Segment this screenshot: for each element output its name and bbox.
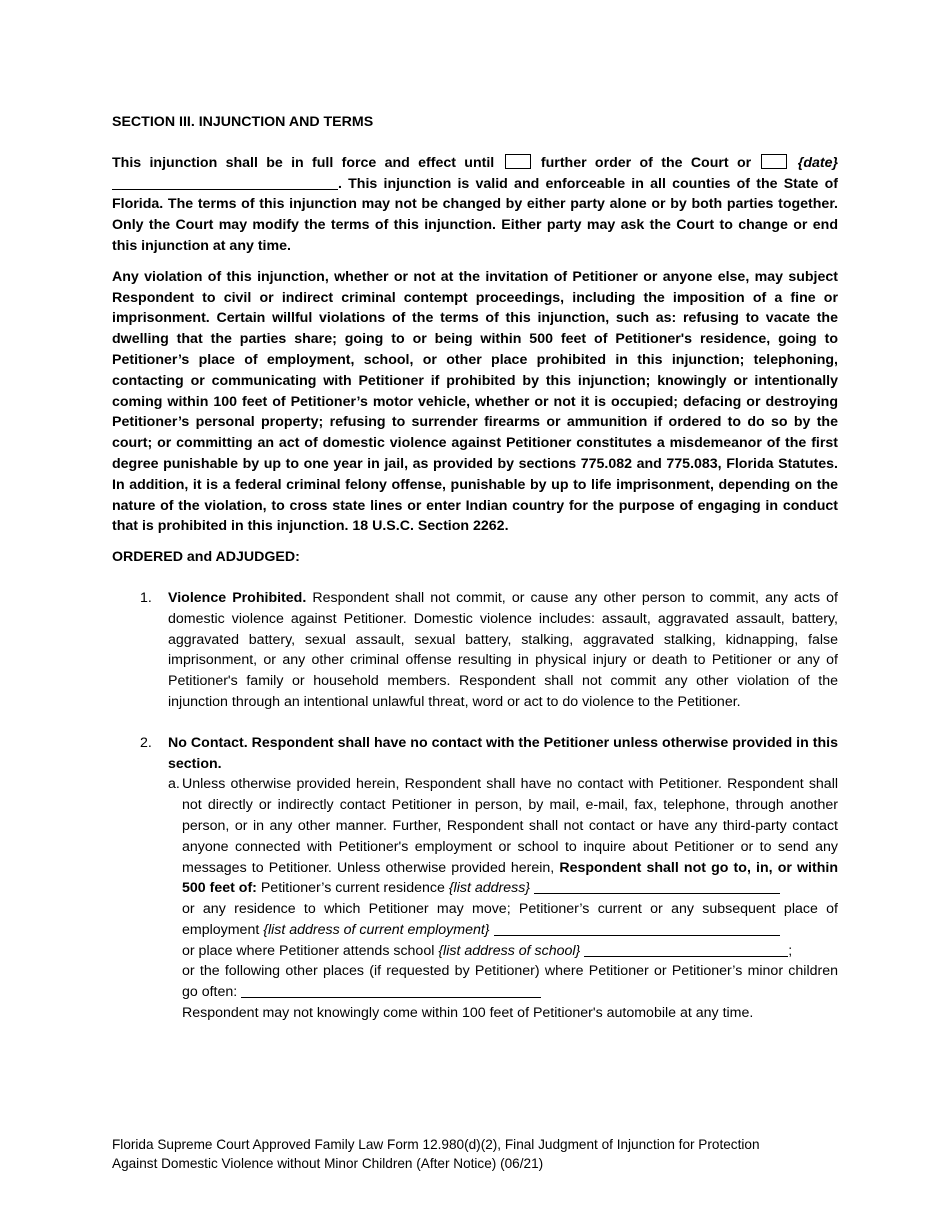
school-hint: {list address of school} (438, 942, 581, 959)
date-blank-field[interactable] (112, 175, 338, 190)
date-label: {date} (797, 154, 839, 171)
violation-paragraph: Any violation of this injunction, whether or not at the invitation of Petitioner or anyone else, may subject Respondent to civil or indirect criminal contempt proceedings, including the imposition of a fine or imprisonment. Certain willful violations of the terms of this injunction, such as: refusing to vacate the dwelling that the parties share; going to or being within 500 feet of Petitioner's residence, going to Petitioner’s place of employment, school, or other place prohibited in this injunction; telephoning, contacting or communicating with Petitioner if prohibited by this injunction; knowingly or intentionally coming within 100 feet of Petitioner’s motor vehicle, whether or not it is occupied; defacing or destroying Petitioner’s personal property; refusing to surrender firearms or ammunition if ordered to do so by the court; or committing an act of domestic violence against Petitioner constitutes a misdemeanor of the first degree punishable by up to one year in jail, as provided by sections 775.082 and 775.083, Florida Statutes. In addition, it is a federal criminal felony offense, punishable by up to life imprisonment, depending on the nature of the violation, to cross state lines or enter Indian country for the purpose of engaging in conduct that is prohibited in this injunction. 18 U.S.C. Section 2262. (112, 268, 838, 535)
subitem-after-bold: Petitioner’s current residence (256, 880, 449, 897)
duration-text-c: . This injunction is valid and enforceable in all counties of the State of Florida. The terms of this injunction may not be changed by either party alone or by both parties together. Only the Court may modify the terms of this injunction. Either party may ask the Court to change or end this injunction at any time. (112, 175, 838, 254)
item-number: 2. (140, 734, 152, 751)
terms-list (112, 588, 838, 1024)
residence-hint: {list address} (448, 880, 531, 897)
employment-line (182, 899, 838, 941)
other-places-field[interactable] (241, 983, 541, 998)
injunction-duration-paragraph (112, 153, 838, 257)
until-further-order-checkbox[interactable] (505, 154, 531, 169)
automobile-line: Respondent may not knowingly come within 100 feet of Petitioner's automobile at any time. (182, 1005, 754, 1022)
duration-text-a: This injunction shall be in full force and effect until (112, 154, 495, 171)
item-number: 1. (140, 589, 152, 606)
document-page (112, 112, 838, 1024)
other-places-text: or the following other places (if requested by Petitioner) where Petitioner or Petitioner’s minor children go often: (182, 963, 838, 1001)
residence-address-field[interactable] (534, 879, 780, 894)
item-title: No Contact. Respondent shall have no contact with the Petitioner unless otherwise provided in this section. (168, 734, 838, 772)
subitem-body: Unless otherwise provided herein, Respondent shall have no contact with Petitioner. Respondent shall not directly or indirectly contact Petitioner in person, by mail, e-mail, fax, telephone, through another person, or in any other manner. Further, Respondent shall not contact or have any third-party contact anyone connected with Petitioner's employment or school to inquire about Petitioner or to send any messages to Petitioner. Unless otherwise provided herein, (182, 776, 838, 876)
duration-text-b: further order of the Court or (540, 154, 752, 171)
subitem-a (168, 774, 838, 1024)
form-footer (112, 1135, 812, 1173)
footer-line-1: Florida Supreme Court Approved Family Law Form 12.980(d)(2), Final Judgment of Injunction for Protection (112, 1137, 760, 1152)
until-date-checkbox[interactable] (761, 154, 787, 169)
school-address-field[interactable] (584, 942, 788, 957)
school-text: or place where Petitioner attends school (182, 942, 439, 959)
subitem-bold: Respondent shall not go to, in, or within 500 feet of: (182, 859, 838, 897)
list-item-violence-prohibited (112, 588, 838, 713)
section-heading: SECTION III. INJUNCTION AND TERMS (112, 114, 374, 130)
employment-hint: {list address of current employment} (263, 921, 490, 938)
footer-line-2: Against Domestic Violence without Minor Children (After Notice) (06/21) (112, 1156, 544, 1171)
subitem-letter: a. (168, 776, 180, 793)
other-places-line (182, 961, 838, 1003)
ordered-adjudged-heading: ORDERED and ADJUDGED: (112, 549, 300, 566)
school-line-end: ; (788, 942, 793, 959)
list-item-no-contact (112, 733, 838, 1024)
employment-address-field[interactable] (494, 921, 780, 936)
school-line (182, 941, 838, 962)
employment-text: or any residence to which Petitioner may move; Petitioner’s current or any subsequent place of employment (182, 901, 838, 938)
item-body: Respondent shall not commit, or cause any other person to commit, any acts of domestic violence against Petitioner. Domestic violence includes: assault, aggravated assault, battery, aggravated battery, sexual assault, sexual battery, stalking, aggravated stalking, kidnapping, false imprisonment, or any other criminal offense resulting in physical injury or death to Petitioner or any of Petitioner's family or household members. Respondent shall not commit any other violation of the injunction through an intentional unlawful threat, word or act to do violence to the Petitioner. (168, 589, 838, 710)
item-title: Violence Prohibited. (168, 589, 307, 606)
